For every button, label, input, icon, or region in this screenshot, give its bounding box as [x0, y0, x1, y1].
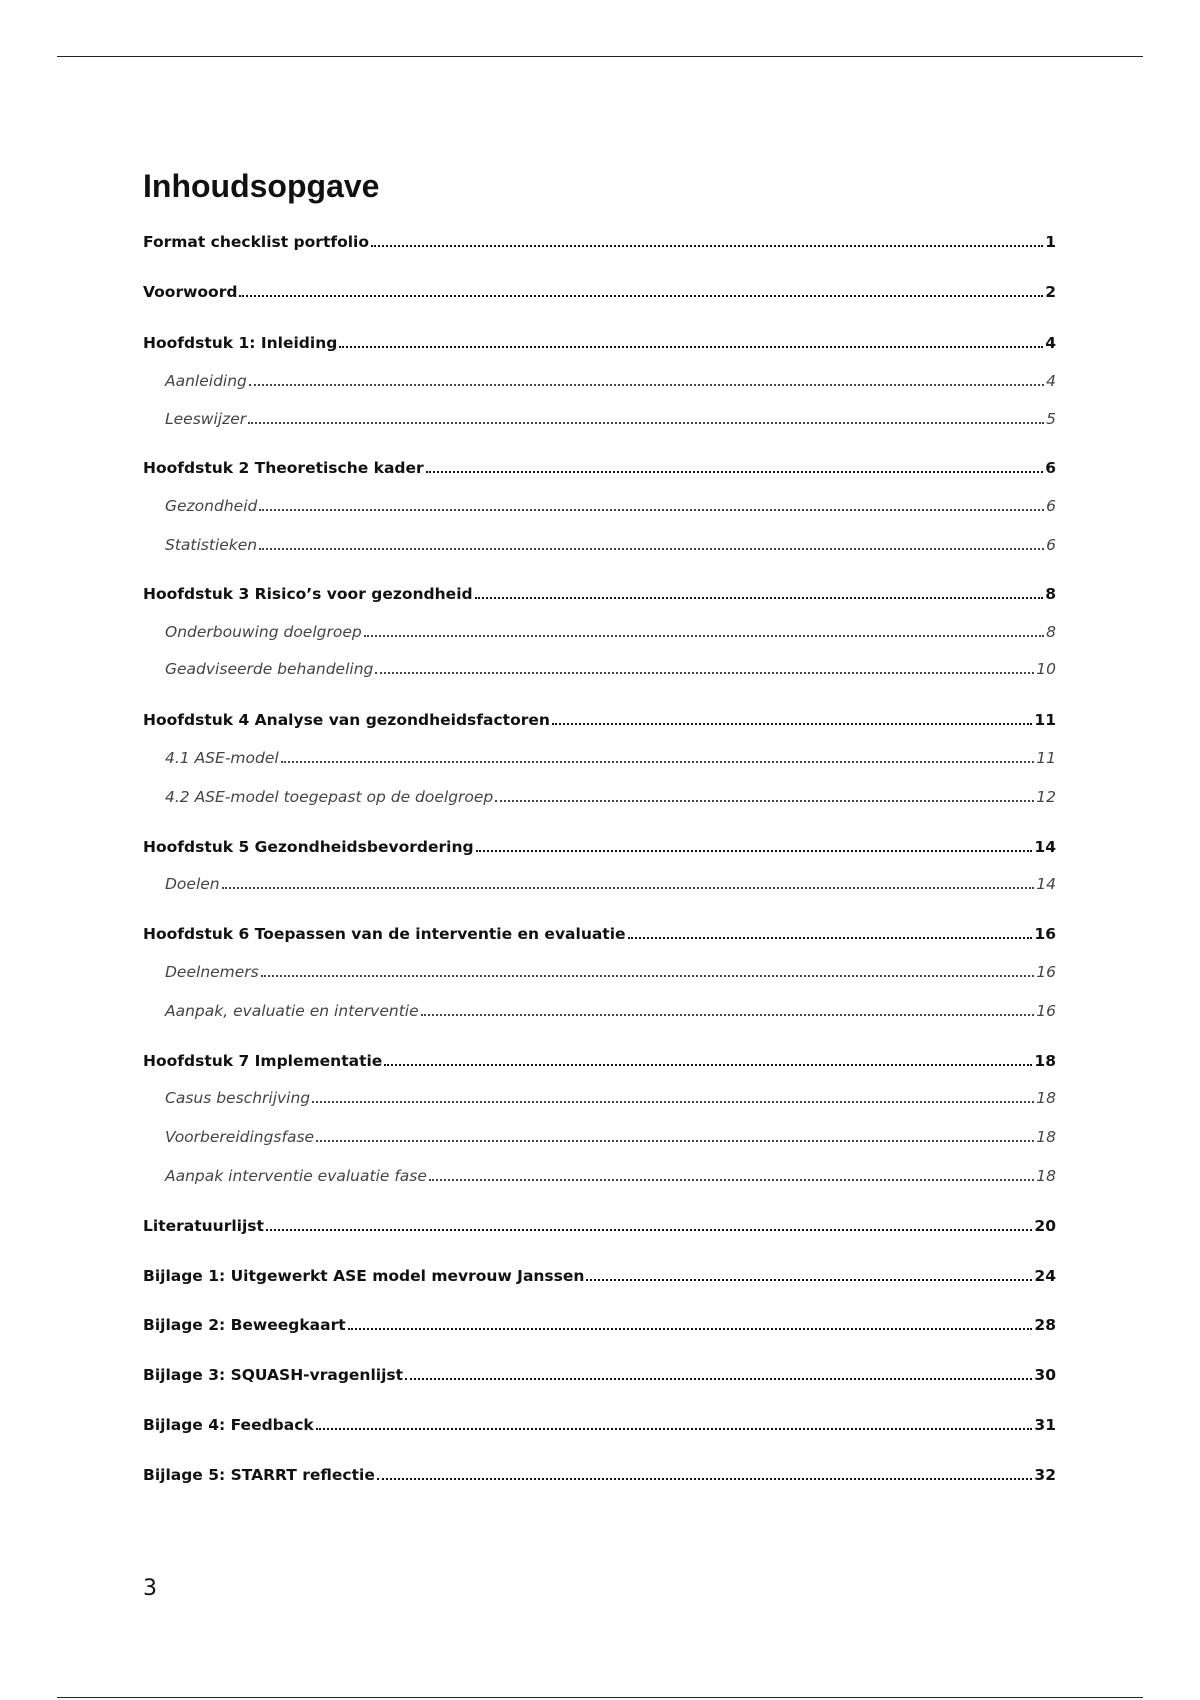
toc-subentry[interactable] [165, 960, 1056, 984]
dot-leader [475, 597, 1044, 599]
toc-entry-page: 28 [1034, 1316, 1056, 1334]
dot-leader [281, 761, 1035, 763]
toc-entry[interactable] [143, 708, 1056, 732]
toc-subentry[interactable] [165, 999, 1056, 1023]
dot-leader [261, 975, 1035, 977]
toc-entry-title: Voorbereidingsfase [165, 1128, 315, 1146]
toc-entry-page: 1 [1045, 233, 1056, 251]
dot-leader [405, 1378, 1032, 1380]
dot-leader [339, 346, 1043, 348]
toc-entry-page: 11 [1034, 711, 1056, 729]
toc-entry[interactable] [143, 922, 1056, 946]
toc-entry[interactable] [143, 331, 1056, 355]
toc-entry[interactable] [143, 1413, 1056, 1437]
toc-subentry[interactable] [165, 369, 1056, 393]
page-number: 3 [143, 1576, 157, 1601]
toc-subentry[interactable] [165, 1086, 1056, 1110]
toc-entry-page: 4 [1046, 372, 1056, 390]
toc-entry-page: 4 [1045, 334, 1056, 352]
toc-entry-title: Literatuurlijst [143, 1217, 264, 1235]
toc-entry-page: 14 [1036, 875, 1056, 893]
dot-leader [371, 245, 1043, 247]
toc-entry-page: 30 [1034, 1366, 1056, 1384]
toc-entry-page: 11 [1036, 749, 1056, 767]
toc-entry-title: Bijlage 2: Beweegkaart [143, 1316, 346, 1334]
toc-entry-page: 32 [1034, 1466, 1056, 1484]
toc-subentry[interactable] [165, 407, 1056, 431]
toc-entry-title: Hoofdstuk 4 Analyse van gezondheidsfactoren [143, 711, 550, 729]
toc-entry-page: 10 [1036, 660, 1056, 678]
dot-leader [628, 937, 1033, 939]
dot-leader [426, 471, 1044, 473]
toc-entry-title: Hoofdstuk 7 Implementatie [143, 1052, 383, 1070]
dot-leader [364, 635, 1044, 637]
toc-subentry[interactable] [165, 872, 1056, 896]
dot-leader [316, 1140, 1034, 1142]
toc-entry-title: Leeswijzer [165, 410, 247, 428]
toc-entry-page: 20 [1034, 1217, 1056, 1235]
toc-entry-page: 14 [1034, 838, 1056, 856]
toc-entry-page: 6 [1045, 459, 1056, 477]
toc-subentry[interactable] [165, 1125, 1056, 1149]
toc-entry-title: Deelnemers [165, 963, 259, 981]
dot-leader [248, 422, 1044, 424]
dot-leader [552, 723, 1032, 725]
toc-entry[interactable] [143, 230, 1056, 254]
toc-entry-title: Bijlage 1: Uitgewerkt ASE model mevrouw Janssen [143, 1267, 585, 1285]
toc-entry-title: Statistieken [165, 536, 258, 554]
toc-entry-title: Casus beschrijving [165, 1089, 311, 1107]
toc-subentry[interactable] [165, 533, 1056, 557]
dot-leader [266, 1229, 1033, 1231]
toc-entry-title: 4.1 ASE-model [165, 749, 279, 767]
toc-entry-title: Onderbouwing doelgroep [165, 623, 362, 641]
toc-subentry[interactable] [165, 1164, 1056, 1188]
toc-entry-page: 18 [1036, 1128, 1056, 1146]
dot-leader [348, 1328, 1033, 1330]
dot-leader [239, 295, 1043, 297]
toc-entry[interactable] [143, 1463, 1056, 1487]
dot-leader [249, 384, 1044, 386]
dot-leader [429, 1179, 1034, 1181]
toc-entry-title: Hoofdstuk 3 Risico’s voor gezondheid [143, 585, 473, 603]
toc-entry[interactable] [143, 1049, 1056, 1073]
toc-subentry[interactable] [165, 657, 1056, 681]
toc-entry-title: Bijlage 5: STARRT reflectie [143, 1466, 375, 1484]
toc-entry-page: 31 [1034, 1416, 1056, 1434]
toc-entry-page: 6 [1046, 536, 1056, 554]
dot-leader [377, 1478, 1033, 1480]
toc-entry-title: Bijlage 3: SQUASH-vragenlijst [143, 1366, 404, 1384]
toc-entry[interactable] [143, 582, 1056, 606]
toc-entry-title: Hoofdstuk 6 Toepassen van de interventie en evaluatie [143, 925, 626, 943]
toc-entry-title: Bijlage 4: Feedback [143, 1416, 314, 1434]
toc-entry[interactable] [143, 835, 1056, 859]
toc-entry-title: Voorwoord [143, 283, 238, 301]
dot-leader [259, 509, 1044, 511]
toc-entry-page: 2 [1045, 283, 1056, 301]
toc-entry-title: Format checklist portfolio [143, 233, 370, 251]
toc-entry-title: Hoofdstuk 5 Gezondheidsbevordering [143, 838, 474, 856]
dot-leader [259, 548, 1044, 550]
toc-entry-page: 8 [1046, 623, 1056, 641]
toc-entry[interactable] [143, 1363, 1056, 1387]
toc-entry-page: 12 [1036, 788, 1056, 806]
toc-entry[interactable] [143, 1313, 1056, 1337]
dot-leader [495, 800, 1034, 802]
dot-leader [586, 1279, 1032, 1281]
toc-entry[interactable] [143, 456, 1056, 480]
toc-entry-title: Hoofdstuk 1: Inleiding [143, 334, 338, 352]
toc-entry-title: 4.2 ASE-model toegepast op de doelgroep [165, 788, 494, 806]
toc-entry-page: 18 [1036, 1167, 1056, 1185]
page-title: Inhoudsopgave [143, 168, 380, 204]
toc-entry-page: 24 [1034, 1267, 1056, 1285]
toc-entry-title: Aanleiding [165, 372, 247, 390]
toc-subentry[interactable] [165, 494, 1056, 518]
toc-subentry[interactable] [165, 785, 1056, 809]
toc-entry-page: 18 [1036, 1089, 1056, 1107]
toc-entry-title: Doelen [165, 875, 220, 893]
dot-leader [316, 1428, 1033, 1430]
toc-entry-page: 16 [1034, 925, 1056, 943]
toc-entry-title: Gezondheid [165, 497, 258, 515]
footer-rule [57, 1697, 1143, 1698]
toc-entry-page: 18 [1034, 1052, 1056, 1070]
dot-leader [312, 1101, 1034, 1103]
toc-entry-page: 8 [1045, 585, 1056, 603]
toc-entry[interactable] [143, 1214, 1056, 1238]
dot-leader [476, 850, 1033, 852]
toc-entry[interactable] [143, 1264, 1056, 1288]
toc-entry-title: Aanpak interventie evaluatie fase [165, 1167, 427, 1185]
toc-subentry[interactable] [165, 746, 1056, 770]
toc-entry-page: 16 [1036, 1002, 1056, 1020]
dot-leader [421, 1014, 1035, 1016]
toc-entry-page: 16 [1036, 963, 1056, 981]
dot-leader [384, 1064, 1032, 1066]
toc-entry-page: 5 [1046, 410, 1056, 428]
toc-subentry[interactable] [165, 620, 1056, 644]
toc-entry-title: Aanpak, evaluatie en interventie [165, 1002, 419, 1020]
toc-entry-title: Hoofdstuk 2 Theoretische kader [143, 459, 424, 477]
toc-entry-page: 6 [1046, 497, 1056, 515]
toc-entry[interactable] [143, 280, 1056, 304]
dot-leader [222, 887, 1035, 889]
dot-leader [375, 672, 1034, 674]
toc-entry-title: Geadviseerde behandeling [165, 660, 374, 678]
